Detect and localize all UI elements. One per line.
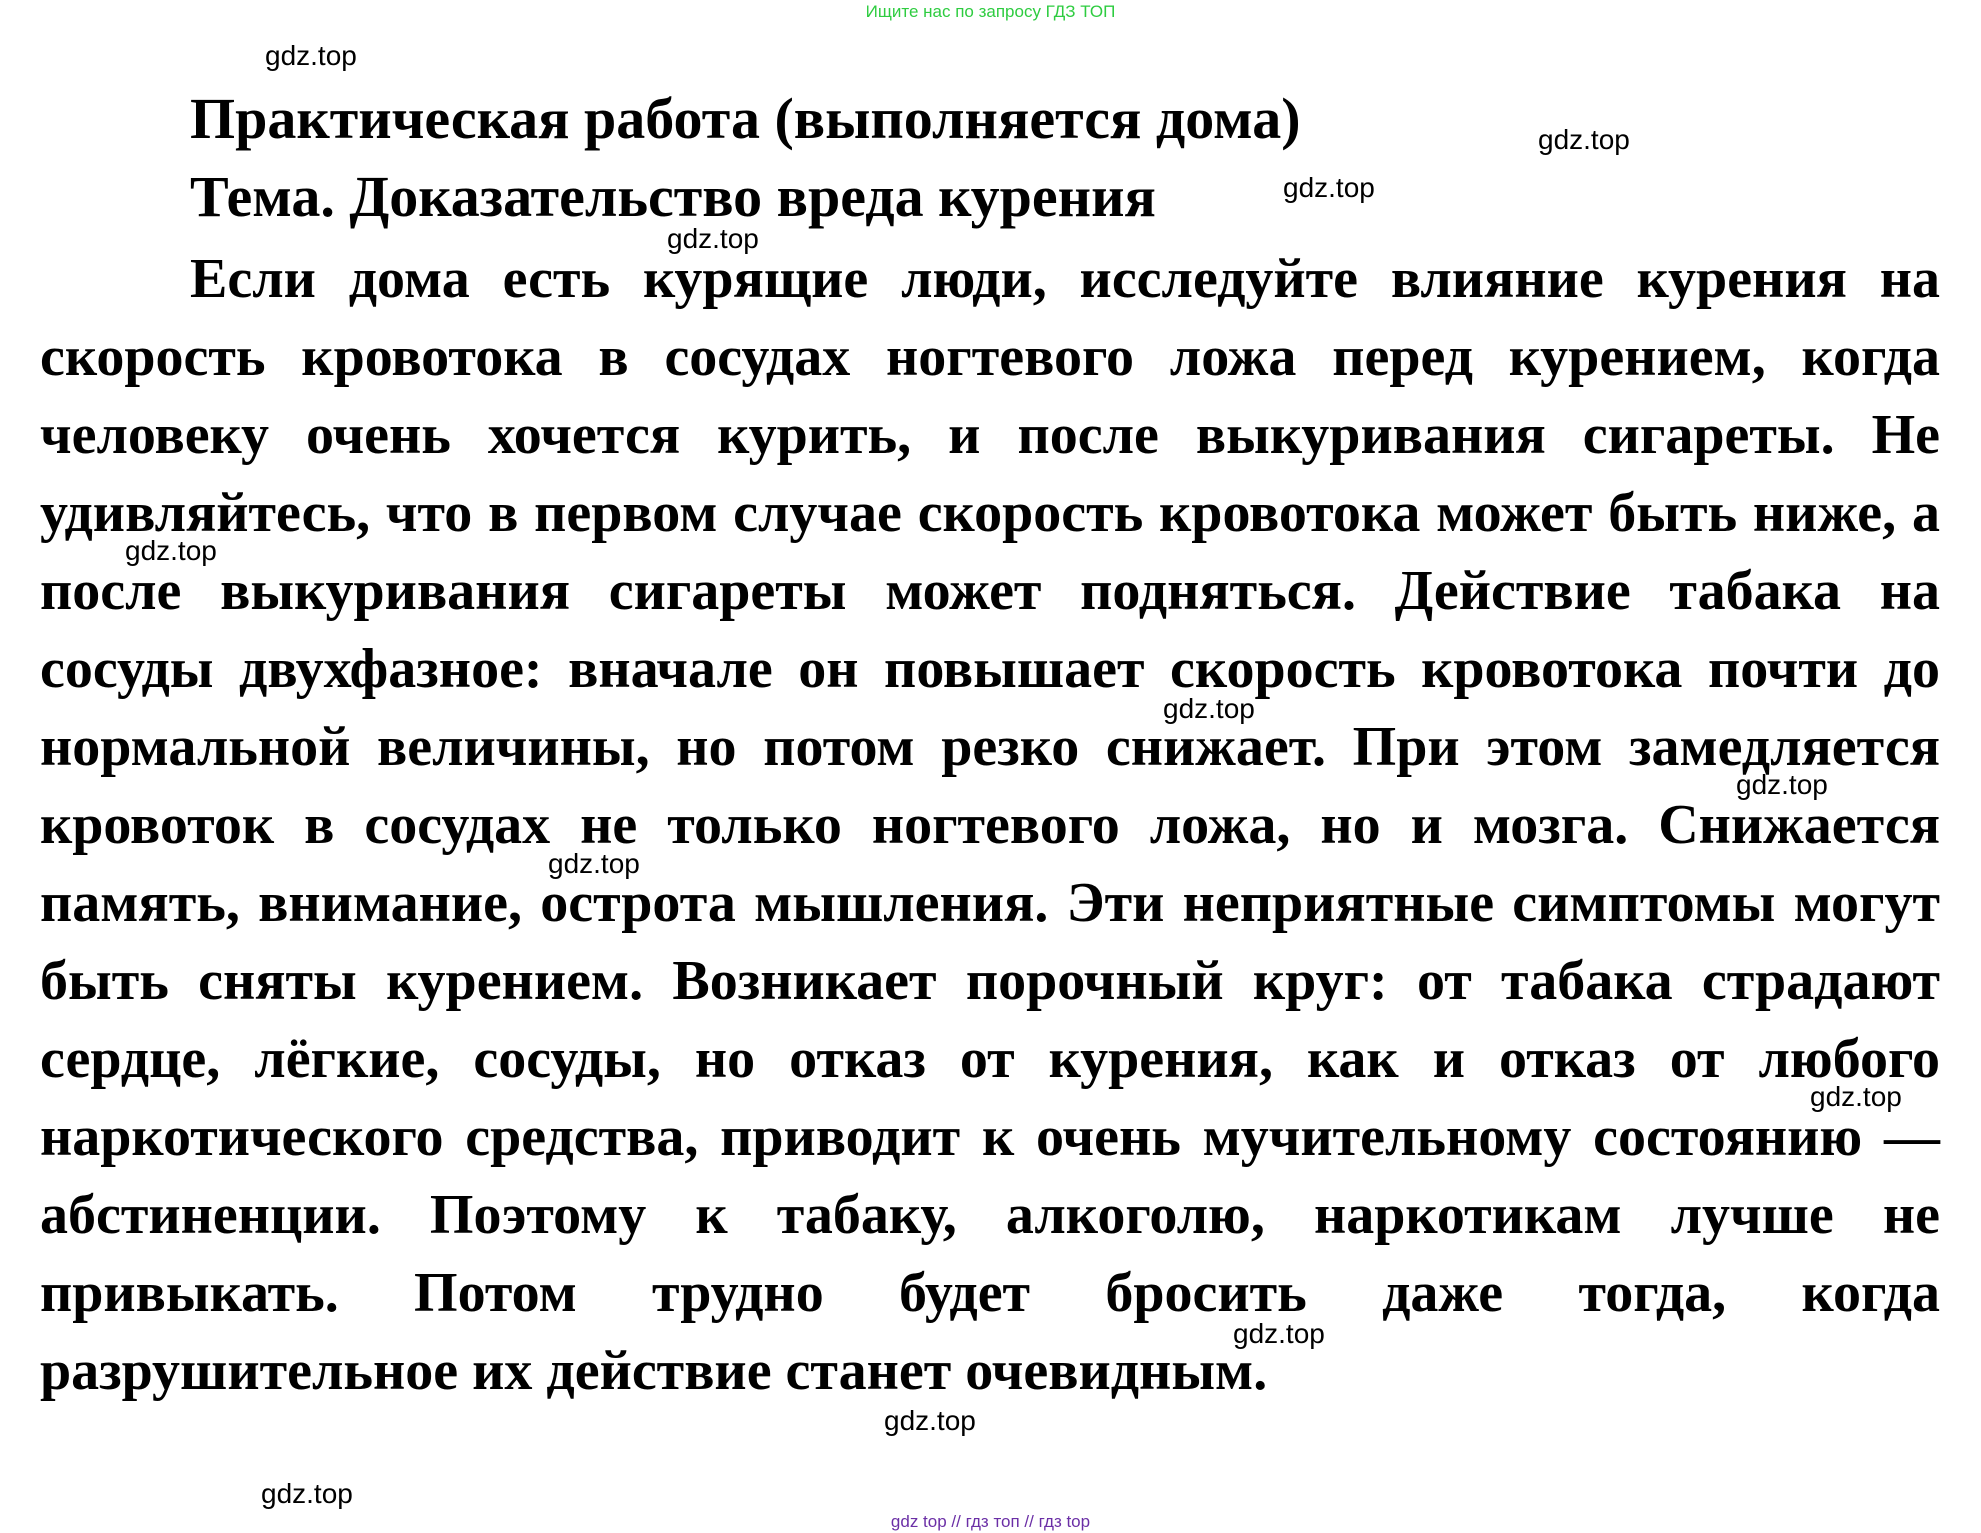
watermark: gdz.top	[1538, 124, 1630, 155]
watermark: gdz.top	[125, 535, 217, 566]
watermark: gdz.top	[265, 40, 357, 71]
watermark: gdz.top	[1233, 1318, 1325, 1349]
top-banner: Ищите нас по запросу ГДЗ ТОП	[865, 2, 1116, 21]
topic-heading: Тема. Доказательство вреда курения	[190, 164, 1156, 229]
watermark: gdz.top	[667, 223, 759, 254]
watermark: gdz.top	[1163, 693, 1255, 724]
body-paragraph: Если дома есть курящие люди, исследуйте влияние курения на скорость кровотока в сосудах ногтевого ложа перед курением, когда человеку очень хочется курить, и после выкуривания сигареты. Не удивляйтесь, что в первом случае скорость кровотока может быть ниже, а после выкуривания сигареты может подняться. Действие табака на сосуды двухфазное: вначале он повышает скорость кровотока почти до нормальной величины, но потом резко снижает. При этом замедляется кровоток в сосудах не только ногтевого ложа, но и мозга. Снижается память, внимание, острота мышления. Эти неприятные симптомы могут быть сняты курением. Возникает порочный круг: от табака страдают сердце, лёгкие, сосуды, но отказ от курения, как и отказ от любого наркотического средства, приводит к очень мучительному состоянию — абстиненции. Поэтому к табаку, алкоголю, наркотикам лучше не привыкать. Потом трудно будет бросить даже тогда, когда разрушительное их действие станет очевидным.	[40, 248, 1940, 1402]
watermark: gdz.top	[1810, 1081, 1902, 1112]
footer-links: gdz top // гдз топ // гдз top	[890, 1512, 1091, 1531]
watermark: gdz.top	[1736, 769, 1828, 800]
page-title: Практическая работа (выполняется дома)	[190, 86, 1301, 151]
watermark: gdz.top	[1283, 172, 1375, 203]
watermark: gdz.top	[884, 1405, 976, 1436]
watermark: gdz.top	[261, 1478, 353, 1509]
watermark: gdz.top	[548, 848, 640, 879]
